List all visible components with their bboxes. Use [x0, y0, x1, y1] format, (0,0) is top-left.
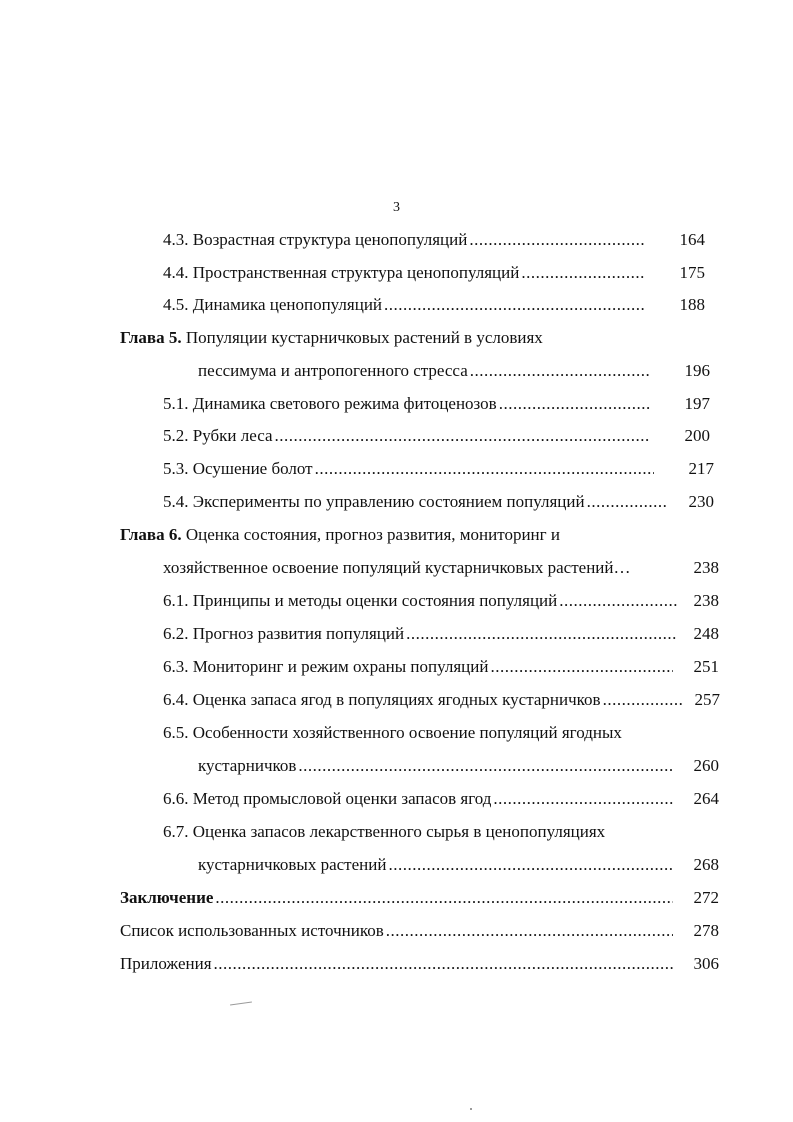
toc-entry-text: Список использованных источников [120, 921, 384, 940]
toc-entry-6-2[interactable] [163, 622, 719, 646]
toc-entry-page: 306 [693, 954, 719, 973]
toc-entry-6-3[interactable] [163, 655, 719, 679]
toc-entry-text [120, 523, 560, 547]
toc-leader-dots [490, 655, 673, 679]
toc-entry-page: 257 [694, 690, 720, 709]
toc-entry-text: 5.4. Эксперименты по управлению состоянием популяций [163, 492, 585, 511]
chapter-title: Оценка состояния, прогноз развития, мониторинг и [181, 525, 560, 544]
chapter-title: Популяции кустарничковых растений в условиях [181, 328, 543, 347]
toc-entry-5-3[interactable] [163, 457, 714, 481]
page-number: 3 [393, 200, 400, 215]
toc-entry-6-7[interactable] [163, 820, 719, 844]
toc-entry-6-4[interactable] [163, 688, 720, 712]
toc-entry-text: 6.2. Прогноз развития популяций [163, 624, 405, 643]
toc-leader-dots [406, 622, 677, 646]
toc-leader-dots [469, 228, 645, 252]
toc-leader-dots [521, 261, 645, 285]
toc-entry-page: 217 [688, 459, 714, 478]
toc-entry-text: 5.1. Динамика светового режима фитоценозов [163, 394, 497, 413]
toc-entry-text [120, 326, 543, 350]
toc-entry-text: 6.1. Принципы и методы оценки состояния популяций [163, 591, 558, 610]
scan-artifact-line [230, 1001, 252, 1005]
toc-leader-dots [559, 589, 677, 613]
toc-entry-page: 248 [693, 624, 719, 643]
toc-entry-chapter-6[interactable] [120, 523, 720, 547]
toc-entry-page: 278 [693, 921, 719, 940]
toc-entry-references[interactable] [120, 919, 719, 943]
toc-entry-text: 6.7. Оценка запасов лекарственного сырья в ценопопуляциях [163, 822, 606, 841]
toc-entry-text: 5.3. Осушение болот [163, 459, 313, 478]
toc-entry-chapter-5-cont[interactable] [198, 359, 710, 383]
toc-leader-dots [384, 293, 645, 317]
toc-entry-6-7-cont[interactable] [198, 853, 719, 877]
toc-entry-page: 197 [684, 394, 710, 413]
toc-entry-page: 260 [693, 756, 719, 775]
toc-leader-dots [386, 919, 673, 943]
toc-entry-page: 196 [684, 361, 710, 380]
toc-leader-dots [214, 952, 673, 976]
toc-entry-text: хозяйственное освоение популяций кустарничковых растений… [163, 558, 631, 577]
toc-entry-page: 268 [693, 855, 719, 874]
toc-entry-appendices[interactable] [120, 952, 719, 976]
toc-entry-6-1[interactable] [163, 589, 719, 613]
toc-entry-text: пессимума и антропогенного стресса [198, 361, 468, 380]
toc-entry-text: 6.4. Оценка запаса ягод в популяциях ягодных кустарничков [163, 690, 601, 709]
toc-entry-page: 164 [679, 230, 705, 249]
toc-entry-page: 264 [693, 789, 719, 808]
toc-entry-text: 4.3. Возрастная структура ценопопуляций [163, 230, 468, 249]
toc-entry-4-5[interactable] [163, 293, 705, 317]
toc-entry-text: кустарничков [198, 756, 297, 775]
scan-artifact-dot [470, 1108, 472, 1110]
toc-leader-dots [215, 886, 673, 910]
toc-entry-5-2[interactable] [163, 424, 710, 448]
toc-entry-page: 238 [693, 591, 719, 610]
toc-entry-page: 238 [693, 558, 719, 577]
toc-leader-dots [587, 490, 668, 514]
toc-leader-dots [275, 424, 651, 448]
toc-entry-chapter-5[interactable] [120, 326, 720, 350]
toc-entry-text: кустарничковых растений [198, 855, 387, 874]
toc-entry-5-1[interactable] [163, 392, 710, 416]
toc-entry-4-3[interactable] [163, 228, 705, 252]
toc-entry-4-4[interactable] [163, 261, 705, 285]
toc-entry-page: 251 [693, 657, 719, 676]
toc-leader-dots [603, 688, 684, 712]
toc-entry-6-6[interactable] [163, 787, 719, 811]
toc-entry-5-4[interactable] [163, 490, 714, 514]
toc-entry-page: 200 [684, 426, 710, 445]
toc-entry-chapter-6-cont[interactable] [163, 556, 719, 580]
toc-leader-dots [298, 754, 673, 778]
toc-leader-dots [470, 359, 650, 383]
toc-entry-text: 6.3. Мониторинг и режим охраны популяций [163, 657, 489, 676]
toc-entry-text: 6.6. Метод промысловой оценки запасов ягод [163, 789, 492, 808]
toc-entry-page: 188 [679, 295, 705, 314]
toc-leader-dots [388, 853, 673, 877]
toc-entry-text: 4.5. Динамика ценопопуляций [163, 295, 383, 314]
toc-entry-page: 272 [693, 888, 719, 907]
toc-entry-text [120, 886, 213, 910]
toc-leader-dots [499, 392, 650, 416]
toc-entry-text: 6.5. Особенности хозяйственного освоение популяций ягодных [163, 723, 622, 742]
chapter-label: Глава 6. [120, 525, 182, 544]
toc-entry-text: 4.4. Пространственная структура ценопопуляций [163, 263, 520, 282]
toc-entry-page: 230 [688, 492, 714, 511]
toc-entry-6-5[interactable] [163, 721, 719, 745]
toc-leader-dots [493, 787, 673, 811]
toc-leader-dots [315, 457, 654, 481]
toc-entry-text: Приложения [120, 954, 212, 973]
toc-entry-text: 5.2. Рубки леса [163, 426, 273, 445]
conclusion-label: Заключение [120, 888, 214, 907]
toc-entry-page: 175 [679, 263, 705, 282]
chapter-label: Глава 5. [120, 328, 182, 347]
toc-entry-conclusion[interactable] [120, 886, 719, 910]
toc-entry-6-5-cont[interactable] [198, 754, 719, 778]
